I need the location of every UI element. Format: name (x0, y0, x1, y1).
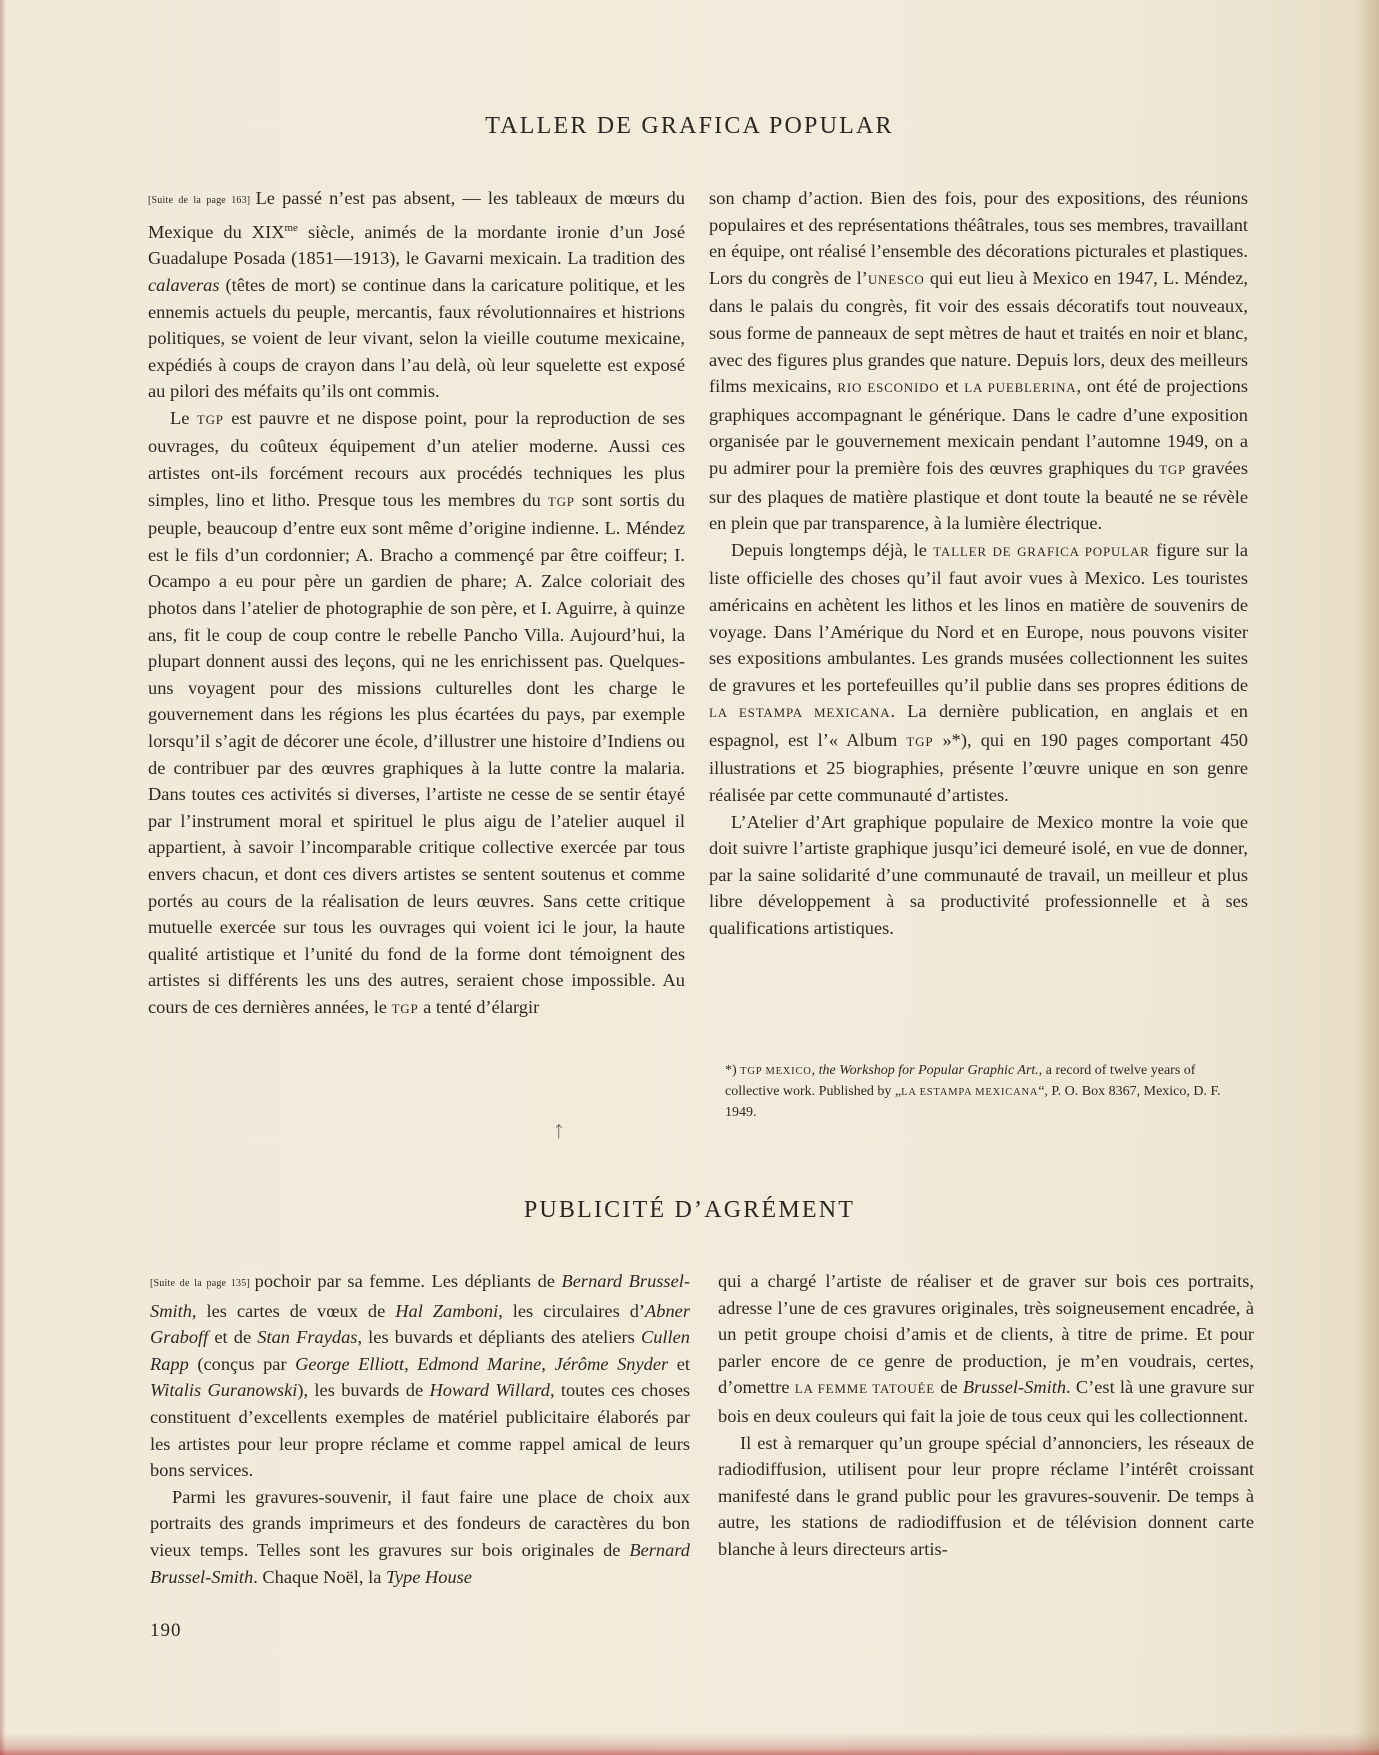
section-title-publicite: PUBLICITÉ D’AGRÉMENT (523, 1197, 856, 1223)
publicite-left-column (150, 1268, 690, 1590)
publicite-paragraph-1: [Suite de la page 135] pochoir par sa femme. Les dépliants de Bernard Brussel-Smith, les cartes de vœux de Hal Zamboni, les circulaires d’Abner Graboff et de Stan Fraydas, les buvards et dépliants des ateliers Cullen Rapp (conçus par George Elliott, Edmond Marine, Jérôme Snyder et Witalis Guranowski), les buvards de Howard Willard, toutes ces choses constituent d’excellents exemples de matériel publicitaire élaborés par les artistes pour leur propre réclame et comme rappel amical de leurs bons services. (150, 1271, 691, 1481)
taller-paragraph-4: Depuis longtemps déjà, le TALLER DE GRAFICA POPULAR figure sur la liste officielle des choses qu’il faut avoir vues à Mexico. Les touristes américains en achètent les lithos et les linos en matière de souvenirs de voyage. Dans l’Amérique du Nord et en Europe, nous pouvons visiter ses expositions ambulantes. Les grands musées collectionnent les suites de gravures et les portefeuilles qu’il publie dans ses propres éditions de LA ESTAMPA MEXICANA. La dernière publication, en anglais et en espagnol, est l’« Album TGP »*), qui en 190 pages comportant 450 illustrations et 25 biographies, présente l’œuvre unique en son genre réalisée par cette communauté d’artistes. (709, 539, 1249, 806)
page-left-edge (0, 0, 6, 1755)
continued-from-marker: [Suite de la page 135] (150, 1278, 255, 1289)
publicite-right-column (718, 1268, 1254, 1563)
section-title-taller: TALLER DE GRAFICA POPULAR (485, 113, 894, 139)
taller-right-column (709, 185, 1248, 942)
page-bottom-edge (0, 1733, 1379, 1755)
footnote: *) TGP MEXICO, the Workshop for Popular Graphic Art., a record of twelve years of collective work. Published by „LA ESTAMPA MEXICANA“, P. O. Box 8367, Mexico, D. F. 1949. (725, 1063, 1221, 1120)
page-number: 190 (150, 1620, 182, 1641)
publicite-paragraph-2: Parmi les gravures-souvenir, il faut faire une place de choix aux portraits des grands imprimeurs et des fondeurs de caractères du bon vieux temps. Telles sont les gravures sur bois originales de Bernard Brussel-Smith. Chaque Noël, la Type House (150, 1486, 690, 1587)
publicite-paragraph-3: qui a chargé l’artiste de réaliser et de graver sur bois ces portraits, adresse l’une de ces gravures originales, très soigneusement encadrée, à un petit groupe choisi d’amis et de clients, à titre de prime. Et pour parler encore de ce genre de production, je m’en voudrais, certes, d’omettre LA FEMME TATOUÉE de Brussel-Smith. C’est là une gravure sur bois en deux couleurs qui fait la joie de tous ceux qui les collectionnent. (718, 1271, 1254, 1426)
taller-paragraph-3: son champ d’action. Bien des fois, pour des expositions, des réunions populaires et des représentations théâtrales, tous ses membres, travaillant en équipe, ont réalisé l’ensemble des décorations picturales et plastiques. Lors du congrès de l’UNESCO qui eut lieu à Mexico en 1947, L. Méndez, dans le palais du congrès, fit voir des essais décoratifs tout nouveaux, sous forme de panneaux de sept mètres de haut et traités en noir et blanc, avec des figures plus grandes que nature. Depuis lors, deux des meilleurs films mexicains, RIO ESCONIDO et LA PUEBLERINA, ont été de projections graphiques accompagnant le générique. Dans le cadre d’une exposition organisée par le gouvernement mexicain pendant l’automne 1949, on a pu admirer pour la première fois des œuvres graphiques du TGP gravées sur des plaques de matière plastique et dont toute la beauté ne se révèle en plein que par transparence, à la lumière électrique. (709, 188, 1248, 534)
taller-left-column (148, 185, 685, 1023)
publicite-paragraph-4: Il est à remarquer qu’un groupe spécial d’annonciers, les réseaux de radiodiffusion, utilisent pour leur propre réclame l’intérêt croissant manifesté dans le grand public pour les gravures-souvenir. De temps à autre, les stations de radiodiffusion et de télévision donnent carte blanche à leurs directeurs artis- (718, 1432, 1254, 1559)
continued-from-marker: [Suite de la page 163] (148, 195, 256, 206)
taller-paragraph-2: Le TGP est pauvre et ne dispose point, pour la reproduction de ses ouvrages, du coûteux équipement d’un atelier moderne. Aussi ces artistes ont-ils forcément recours aux procédés techniques les plus simples, lino et litho. Presque tous les membres du TGP sont sortis du peuple, beaucoup d’entre eux sont même d’origine indienne. L. Méndez est le fils d’un cordonnier; A. Bracho a commençé par être coiffeur; I. Ocampo a eu pour père un gardien de phare; A. Zalce coloriait des photos dans l’atelier de photographie de son père, et I. Aguirre, à quinze ans, fit le coup de coup contre le rebelle Pancho Villa. Aujourd’hui, la plupart donnent aussi des leçons, qui ne les enrichissent pas. Quelques-uns voyagent pour des missions culturelles dont les charge le gouvernement dans les régions les plus écartées du pays, par exemple lorsqu’il s’agit de décorer une école, d’illustrer une histoire d’Indiens ou de contribuer par des œuvres graphiques à la lutte contre la malaria. Dans toutes ces activités si diverses, l’artiste ne cesse de se sentir étayé par l’instrument moral et spirituel le plus aigu de l’atelier auquel il appartient, à savoir l’incomparable critique collective exercée par tous envers chacun, et dont ces divers artistes se sentent soutenus et comme portés au cours de la réalisation de leurs œuvres. Sans cette critique mutuelle exercée sur tous les ouvrages qui voient ici le jour, la haute qualité artistique et l’unité du fond de la forme dont témoignent des artistes si différents les uns des autres, seraient chose impossible. Au cours de ces dernières années, le TGP a tenté d’élargir (148, 407, 685, 1017)
page-right-edge (1353, 0, 1379, 1755)
taller-paragraph-1: [Suite de la page 163] Le passé n’est pas absent, — les tableaux de mœurs du Mexique du $XIX^{me}$ siècle, animés de la mordante ironie d’un José Guadalupe Posada (1851—1913), le Gavarni mexicain. La tradition des calaveras (têtes de mort) se continue dans la caricature politique, et les ennemis actuels du peuple, mercantis, faux révolutionnaires et histrions politiques, se voient de leur vivant, selon la vieille coutume mexicaine, expédiés à coups de crayon dans l’au delà, où leur squelette est exposé au pilori des méfaits qu’ils ont commis. (148, 188, 685, 402)
print-mark: ᛏ (554, 1124, 564, 1141)
taller-paragraph-5: L’Atelier d’Art graphique populaire de Mexico montre la voie que doit suivre l’artiste graphique jusqu’ici demeuré isolé, en vue de donner, par la saine solidarité d’une communauté de travail, un meilleur et plus libre développement à sa productivité professionnelle et à ses qualifications artistiques. (709, 811, 1248, 939)
